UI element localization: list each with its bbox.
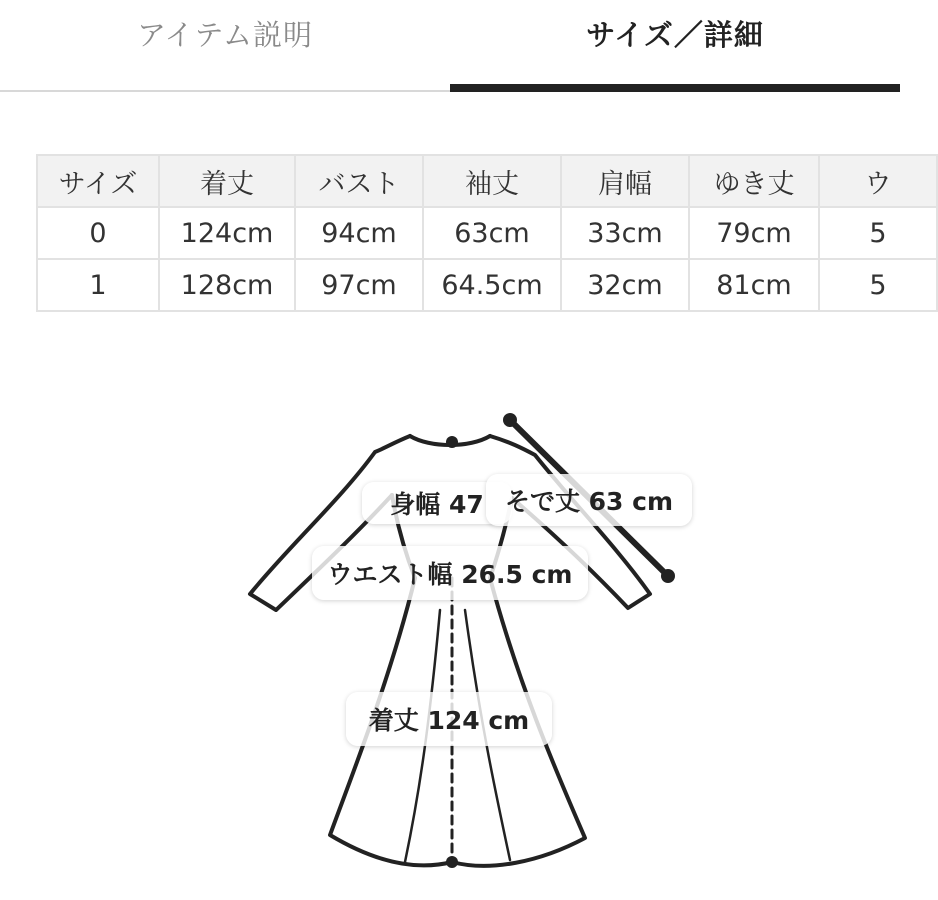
table-cell: 124cm — [159, 207, 295, 259]
table-cell: 5 — [819, 207, 937, 259]
table-row — [37, 259, 937, 311]
column-header: ウ — [819, 155, 937, 207]
table-cell: 0 — [37, 207, 159, 259]
tab-item-description[interactable]: アイテム説明 — [137, 17, 313, 52]
column-header: バスト — [295, 155, 423, 207]
table-row — [37, 207, 937, 259]
waist-width-label: ウエスト幅 26.5 cm — [312, 546, 588, 600]
table-cell: 32cm — [561, 259, 689, 311]
column-header: 肩幅 — [561, 155, 689, 207]
size-table — [36, 154, 938, 312]
table-cell: 64.5cm — [423, 259, 561, 311]
size-table-scroll[interactable] — [36, 154, 892, 314]
active-tab-indicator — [450, 84, 900, 92]
column-header: サイズ — [37, 155, 159, 207]
table-cell: 128cm — [159, 259, 295, 311]
dress-outline-icon — [0, 320, 900, 900]
column-header: 袖丈 — [423, 155, 561, 207]
table-cell: 81cm — [689, 259, 819, 311]
table-cell: 63cm — [423, 207, 561, 259]
dress-measurement-diagram — [0, 320, 900, 900]
table-cell: 33cm — [561, 207, 689, 259]
column-header: 着丈 — [159, 155, 295, 207]
table-cell: 94cm — [295, 207, 423, 259]
column-header: ゆき丈 — [689, 155, 819, 207]
table-cell: 79cm — [689, 207, 819, 259]
tab-bar — [0, 0, 900, 94]
table-cell: 97cm — [295, 259, 423, 311]
table-cell: 1 — [37, 259, 159, 311]
table-cell: 5 — [819, 259, 937, 311]
sleeve-length-label: そで丈 63 cm — [486, 474, 692, 526]
tab-size-details[interactable]: サイズ／詳細 — [586, 17, 764, 52]
size-table-header-row — [37, 155, 937, 207]
total-length-label: 着丈 124 cm — [346, 692, 552, 746]
body-width-label: 身幅 47 — [362, 482, 512, 524]
